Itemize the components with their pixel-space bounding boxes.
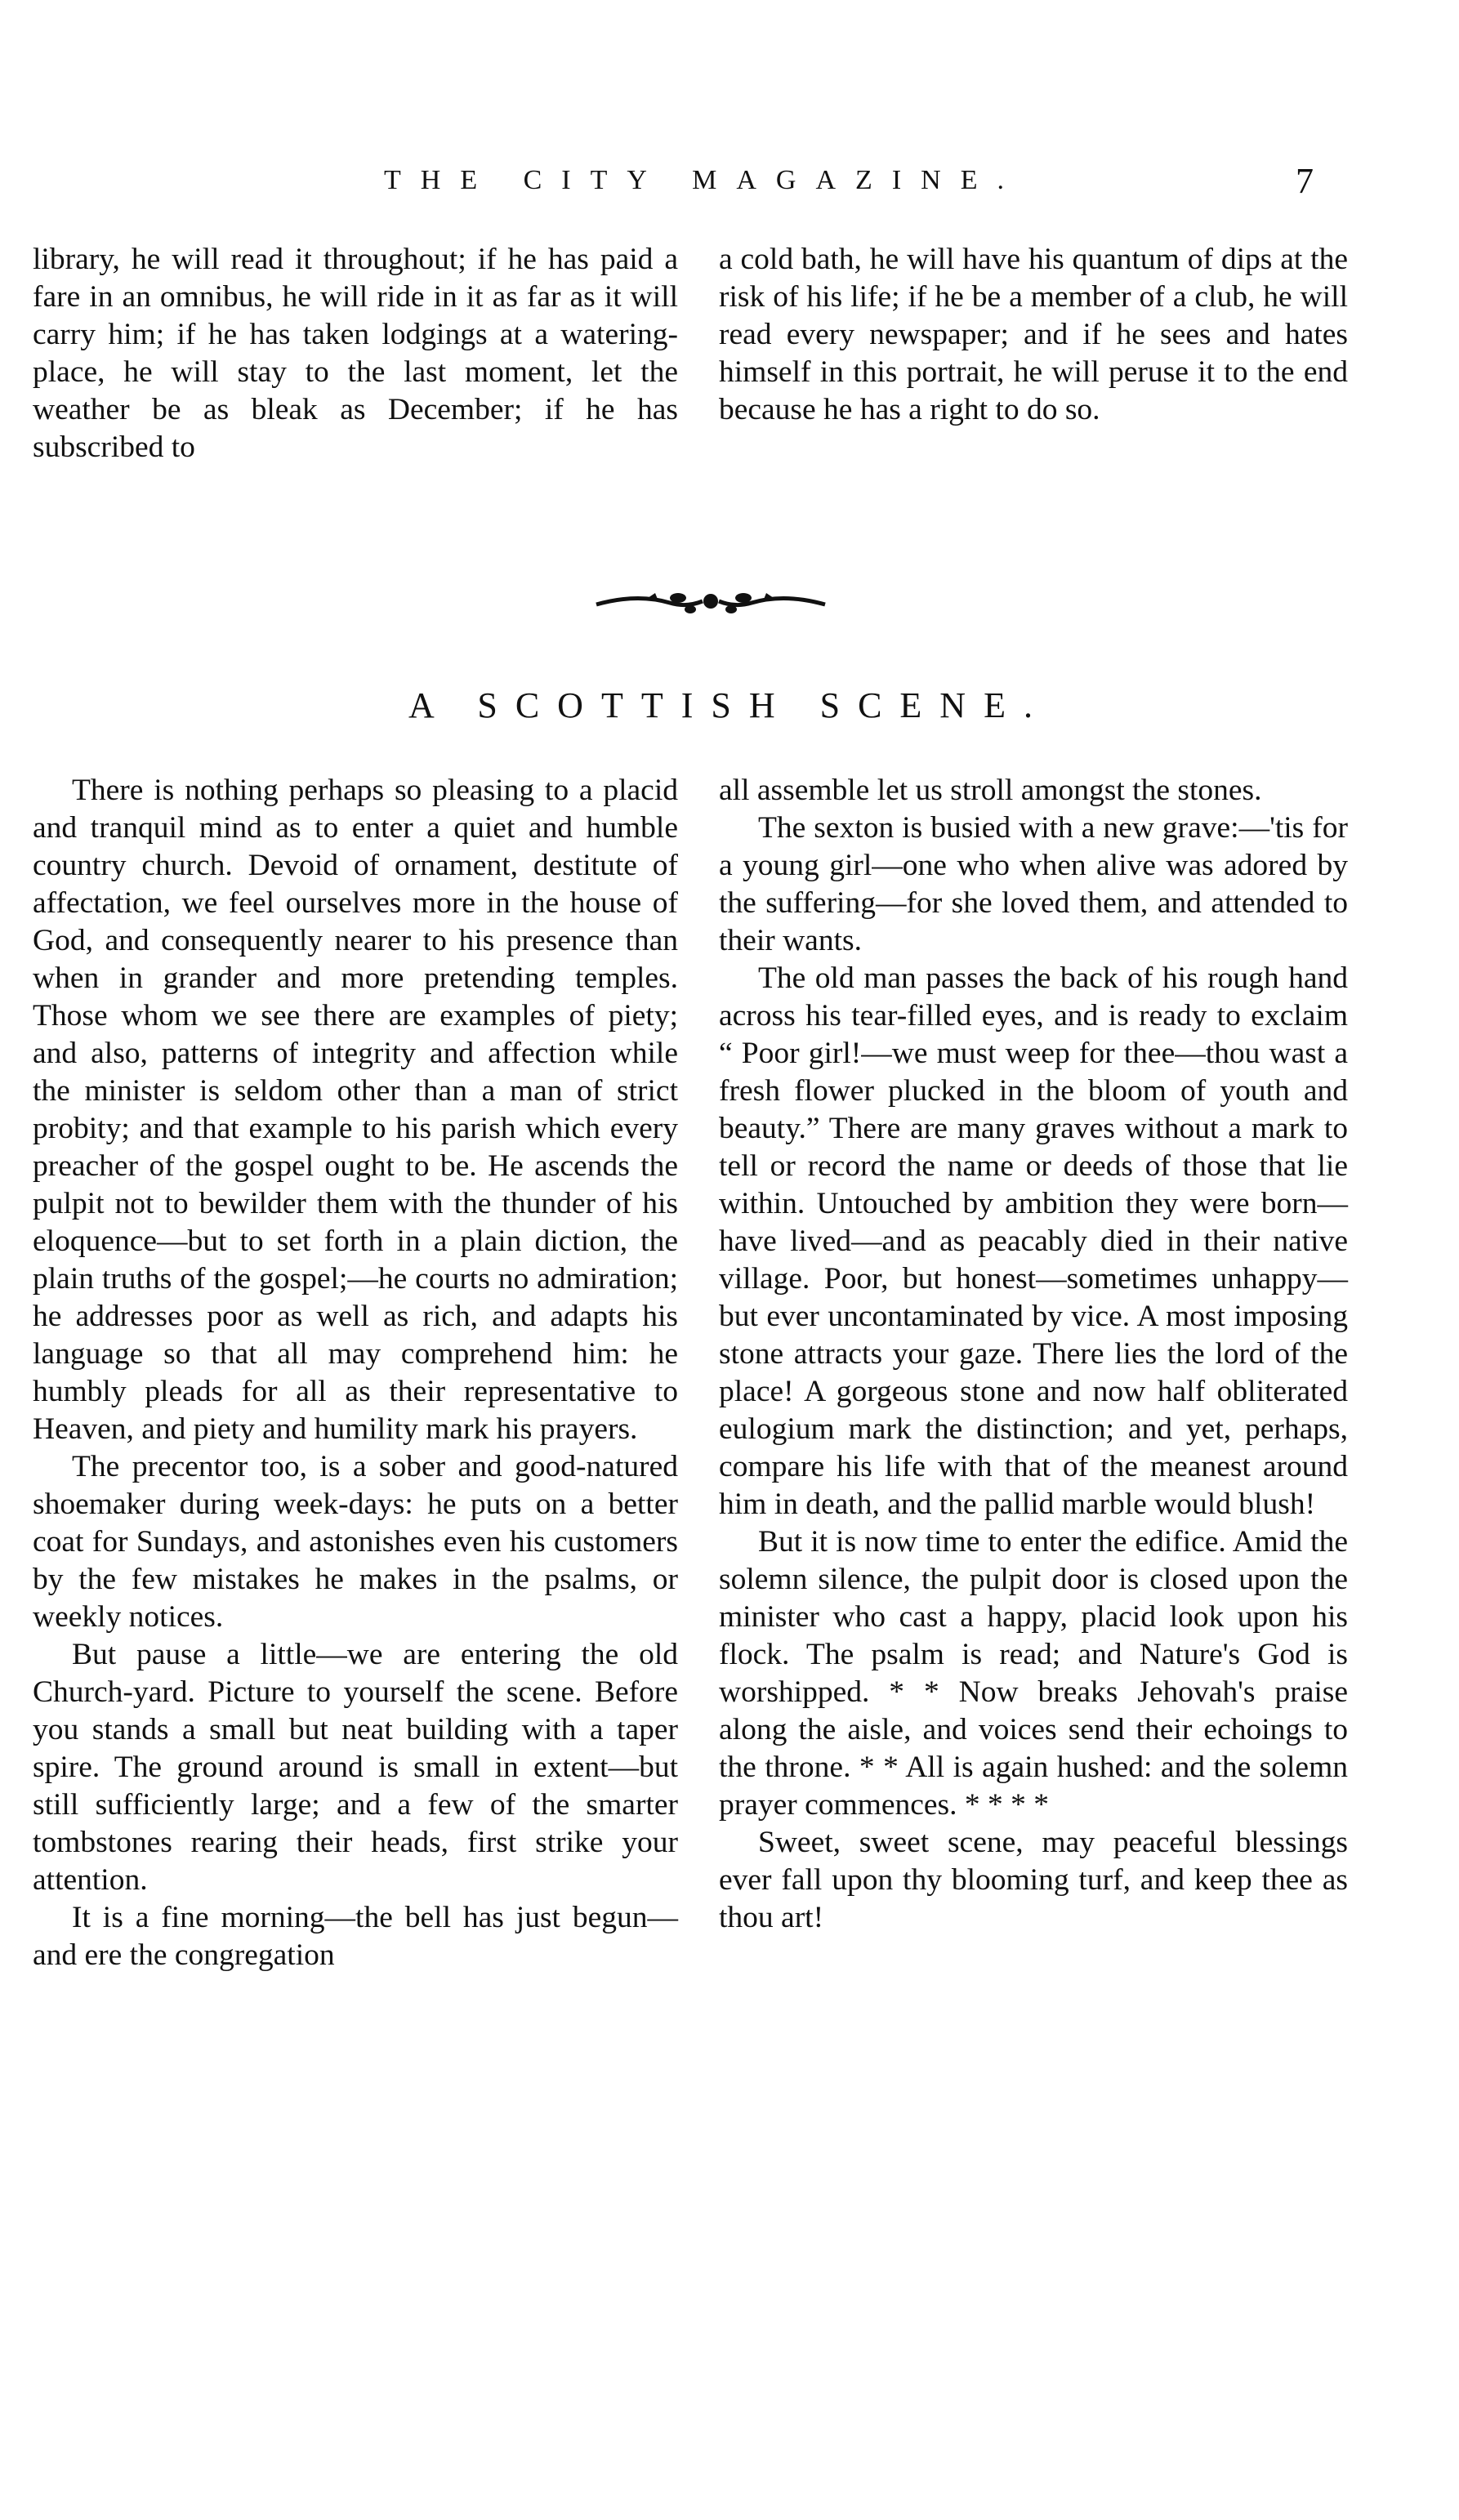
paragraph: Sweet, sweet scene, may peaceful blessings ever fall upon thy blooming turf, and keep thee as thou art!	[719, 1826, 1348, 1934]
continuation-right-text: a cold bath, he will have his quantum of dips at the risk of his life; if he be a member of a club, he will read every newspaper; and if he sees and hates himself in this portrait, he will peruse it to the end because he has a right to do so.	[719, 243, 1348, 426]
paragraph: The precentor too, is a sober and good-natured shoemaker during week-days: he puts on a better coat for Sundays, and astonishes even his customers by the few mistakes he makes in the psalms, or weekly notices.	[33, 1450, 678, 1634]
article-title: A SCOTTISH SCENE.	[408, 685, 1051, 725]
article-right-column	[719, 772, 1348, 1937]
continuation-left-text: library, he will read it throughout; if he has paid a fare in an omnibus, he will ride in it as far as it will carry him; if he has taken lodgings at a watering-place, he will stay to the last moment, let the weather be as bleak as December; if he has subscribed to	[33, 243, 678, 464]
paragraph: There is nothing perhaps so pleasing to a placid and tranquil mind as to enter a quiet and humble country church. Devoid of ornament, destitute of affectation, we feel ourselves more in the house of God, and consequently nearer to his presence than when in grander and more pretending temples. Those whom we see there are examples of piety; and also, patterns of integrity and affection while the minister is seldom other than a man of strict probity; and that example to his parish which every preacher of the gospel ought to be. He ascends the pulpit not to bewilder them with the thunder of his eloquence—but to set forth in a plain diction, the plain truths of the gospel;—he courts no admiration; he addresses poor as well as rich, and adapts his language so that all may comprehend him: he humbly pleads for all as their representative to Heaven, and piety and humility mark his prayers.	[33, 774, 678, 1446]
paragraph: all assemble let us stroll amongst the stones.	[719, 774, 1262, 807]
paragraph: The old man passes the back of his rough hand across his tear-filled eyes, and is ready to exclaim “ Poor girl!—we must weep for thee—thou wast a fresh flower plucked in the bloom of youth and beauty.” There are many graves without a mark to tell or record the name or deeds of those that lie within. Untouched by ambition they were born—have lived—and as peacably died in their native village. Poor, but honest—sometimes unhappy—but ever uncontaminated by vice. A most imposing stone attracts your gaze. There lies the lord of the place! A gorgeous stone and now half obliterated eulogium mark the distinction; and yet, perhaps, compare his life with that of the meanest around him in death, and the pallid marble would blush!	[719, 961, 1348, 1521]
paragraph: It is a fine morning—the bell has just begun—and ere the congregation	[33, 1901, 678, 1972]
page-number: 7	[1296, 161, 1314, 201]
continuation-right-column	[719, 241, 1348, 429]
running-title: THE CITY MAGAZINE.	[384, 165, 1024, 195]
running-header	[0, 161, 1459, 214]
ornament-divider-icon	[588, 582, 833, 622]
article-left-column	[33, 772, 678, 1974]
paragraph: But pause a little—we are entering the old Church-yard. Picture to yourself the scene. Before you stands a small but neat building with a taper spire. The ground around is small in extent—but still sufficiently large; and a few of the smarter tombstones rearing their heads, first strike your attention.	[33, 1638, 678, 1897]
paragraph: The sexton is busied with a new grave:—'tis for a young girl—one who when alive was adored by the suffering—for she loved them, and attended to their wants.	[719, 811, 1348, 957]
paragraph: But it is now time to enter the edifice. Amid the solemn silence, the pulpit door is closed upon the minister who cast a happy, placid look upon his flock. The psalm is read; and Nature's God is worshipped. * * Now breaks Jehovah's praise along the aisle, and voices send their echoings to the throne. * * All is again hushed: and the solemn prayer commences. * * * *	[719, 1525, 1348, 1822]
continuation-left-column	[33, 241, 678, 466]
